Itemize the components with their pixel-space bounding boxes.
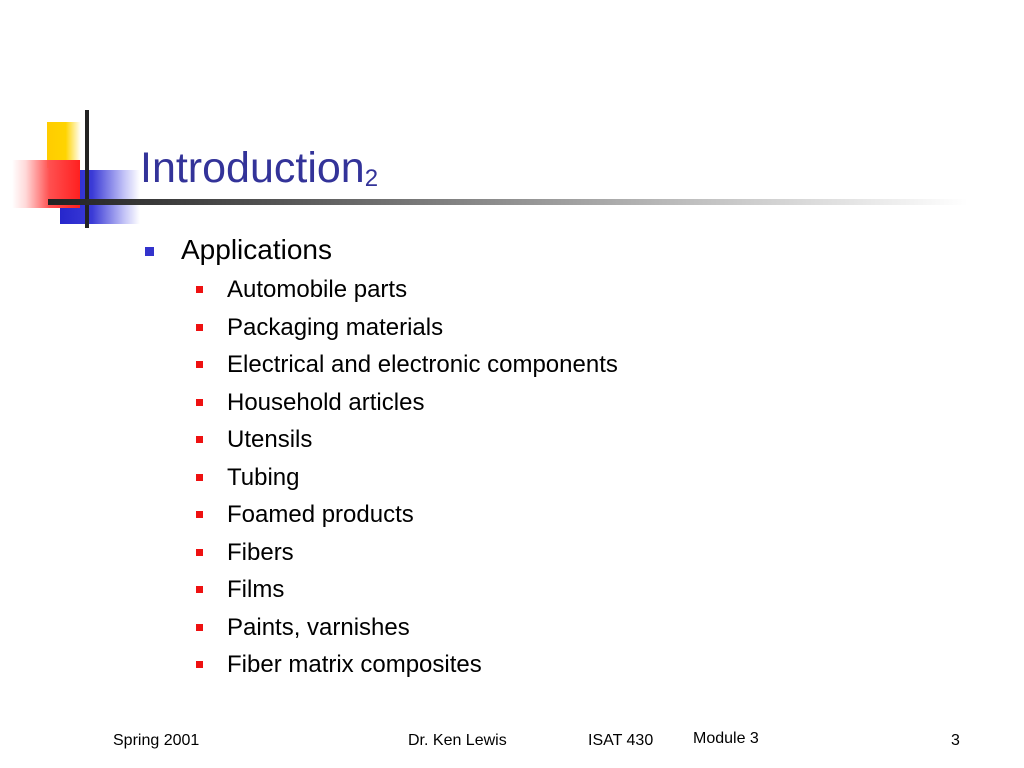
list-item-text: Tubing — [227, 463, 300, 491]
square-bullet-icon — [196, 661, 203, 668]
square-bullet-icon — [196, 511, 203, 518]
footer-module: Module 3 — [693, 730, 759, 747]
footer-author: Dr. Ken Lewis — [408, 732, 507, 749]
list-item-text: Fiber matrix composites — [227, 651, 482, 678]
square-bullet-icon — [196, 586, 203, 593]
square-bullet-icon — [196, 474, 203, 481]
square-bullet-icon — [196, 399, 203, 406]
square-bullet-icon — [145, 247, 154, 256]
slide-title — [140, 138, 378, 209]
title-text: Introduction — [140, 144, 365, 192]
square-bullet-icon — [196, 549, 203, 556]
title-subscript: 2 — [364, 165, 379, 192]
list-item-text: Utensils — [227, 426, 313, 453]
footer-page-number: 3 — [951, 732, 960, 749]
list-item-text: Automobile parts — [227, 276, 408, 303]
square-bullet-icon — [196, 286, 203, 293]
list-item-text: Household articles — [227, 388, 425, 416]
vertical-line — [85, 110, 89, 228]
footer-course: ISAT 430 — [588, 732, 654, 749]
square-bullet-icon — [196, 324, 203, 331]
list-item-text: Packaging materials — [227, 313, 444, 341]
bullet-text: Applications — [181, 234, 332, 265]
list-item-text: Foamed products — [227, 501, 414, 528]
list-item-text: Paints, varnishes — [227, 613, 410, 641]
list-item-text: Films — [227, 576, 285, 603]
square-bullet-icon — [196, 361, 203, 368]
list-item-text: Fibers — [227, 538, 294, 566]
footer-date: Spring 2001 — [113, 732, 200, 749]
square-bullet-icon — [196, 436, 203, 443]
square-bullet-icon — [196, 624, 203, 631]
list-item-text: Electrical and electronic components — [227, 351, 618, 378]
